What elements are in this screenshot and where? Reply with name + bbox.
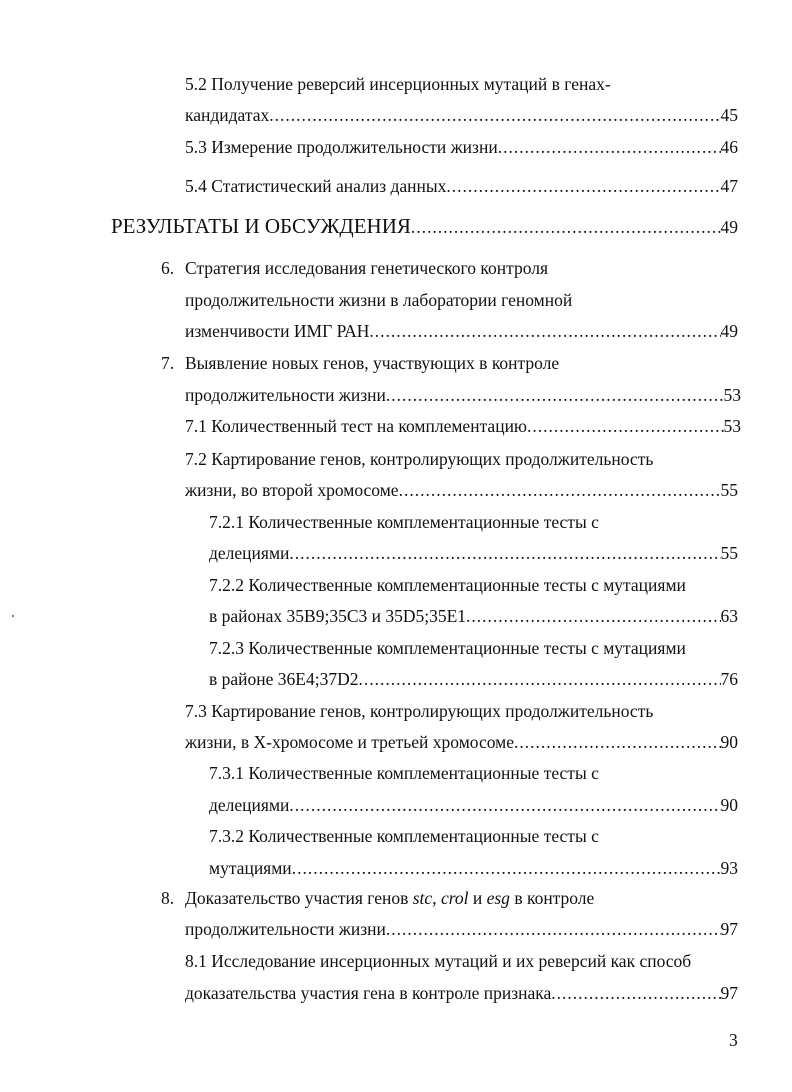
toc-entry-7-2-2-line1: 7.2.2 Количественные комплементационные тесты с мутациями [209, 575, 686, 595]
toc-section-number-7: 7. [161, 353, 175, 373]
toc-page-number: 90 [720, 795, 738, 815]
toc-entry-6-line2: продолжительности жизни в лаборатории геномной [185, 290, 573, 310]
leader-dots [446, 175, 720, 197]
toc-page-number: 76 [720, 669, 738, 689]
leader-dots [358, 668, 720, 690]
toc-page-number: 49 [720, 217, 738, 237]
toc-title: продолжительности жизни [185, 385, 386, 405]
scan-speck [12, 615, 14, 617]
toc-section-number-8: 8. [161, 888, 175, 908]
toc-page-number: 45 [720, 105, 738, 125]
text-run: и [468, 888, 487, 908]
toc-entry-7-line1: Выявление новых генов, участвующих в контроле [185, 353, 560, 373]
toc-entry-7-2-line1: 7.2 Картирование генов, контролирующих продолжительность [185, 449, 654, 469]
leader-dots [369, 320, 720, 342]
toc-page-number: 53 [723, 385, 741, 405]
toc-title: делециями [209, 795, 290, 815]
leader-dots [466, 605, 720, 627]
toc-entry-7-2-1-line1: 7.2.1 Количественные комплементационные тесты с [209, 512, 599, 532]
gene-name-crol: crol [440, 888, 469, 908]
toc-entry-5-4[interactable] [185, 175, 738, 197]
toc-entry-7-3-line1: 7.3 Картирование генов, контролирующих продолжительность [185, 701, 654, 721]
toc-entry-7-2-3[interactable] [209, 668, 738, 690]
toc-page-number: 55 [720, 480, 738, 500]
toc-entry-6-line1: Стратегия исследования генетического контроля [185, 258, 549, 278]
toc-entry-7[interactable] [185, 384, 741, 406]
toc-section-number-6: 6. [161, 258, 175, 278]
toc-entry-7-2-1[interactable] [209, 542, 738, 564]
toc-entry-6[interactable] [185, 320, 738, 342]
leader-dots [289, 794, 720, 816]
toc-entry-8-1[interactable] [185, 982, 738, 1004]
toc-page-number: 97 [720, 983, 738, 1003]
toc-entry-8[interactable] [185, 918, 738, 940]
toc-page-number: 53 [723, 416, 741, 436]
toc-section-heading: РЕЗУЛЬТАТЫ И ОБСУЖДЕНИЯ [111, 214, 411, 238]
toc-title: делециями [209, 543, 290, 563]
toc-title: в районах 35B9;35C3 и 35D5;35E1 [209, 606, 467, 626]
toc-title: 5.4 Статистический анализ данных [185, 176, 447, 196]
toc-entry-7-2-3-line1: 7.2.3 Количественные комплементационные тесты с мутациями [209, 638, 686, 658]
toc-entry-results[interactable] [111, 213, 738, 239]
toc-title: 5.3 Измерение продолжительности жизни [185, 137, 498, 157]
leader-dots [399, 479, 721, 501]
text-run: в контроле [509, 888, 595, 908]
toc-page-number: 47 [720, 176, 738, 196]
leader-dots [527, 415, 723, 437]
leader-dots [514, 731, 721, 753]
leader-dots [269, 104, 720, 126]
toc-entry-7-2[interactable] [185, 479, 738, 501]
text-run: Доказательство участия генов [185, 888, 413, 908]
toc-title: продолжительности жизни [185, 919, 386, 939]
leader-dots [551, 982, 720, 1004]
leader-dots [411, 214, 721, 239]
leader-dots [386, 918, 721, 940]
toc-page-number: 93 [720, 858, 738, 878]
leader-dots [292, 857, 721, 879]
page-number: 3 [729, 1030, 738, 1050]
toc-title: изменчивости ИМГ РАН [185, 321, 370, 341]
toc-title: мутациями [209, 858, 292, 878]
text-run: , [432, 888, 441, 908]
toc-entry-8-1-line1: 8.1 Исследование инсерционных мутаций и их реверсий как способ [185, 951, 692, 971]
gene-name-esg: esg [486, 888, 510, 908]
gene-name-stc: stc [412, 888, 433, 908]
toc-page-number: 97 [720, 919, 738, 939]
toc-entry-5-3[interactable] [185, 136, 738, 158]
toc-entry-7-3-1[interactable] [209, 794, 738, 816]
toc-entry-7-2-2[interactable] [209, 605, 738, 627]
toc-title: жизни, в Х-хромосоме и третьей хромосоме [185, 732, 514, 752]
toc-entry-7-3-1-line1: 7.3.1 Количественные комплементационные тесты с [209, 763, 599, 783]
toc-entry-5-2-line1: 5.2 Получение реверсий инсерционных мутаций в генах- [185, 74, 611, 94]
toc-page-number: 49 [720, 321, 738, 341]
toc-title: в районе 36E4;37D2 [209, 669, 359, 689]
toc-title: кандидатах [185, 105, 270, 125]
toc-page-number: 63 [720, 606, 738, 626]
toc-title: доказательства участия гена в контроле признака [185, 983, 552, 1003]
toc-page-number: 55 [720, 543, 738, 563]
toc-entry-7-3-2[interactable] [209, 857, 738, 879]
toc-entry-7-3-2-line1: 7.3.2 Количественные комплементационные тесты с [209, 826, 599, 846]
leader-dots [386, 384, 724, 406]
toc-page-number: 90 [720, 732, 738, 752]
toc-entry-7-1[interactable] [185, 415, 741, 437]
toc-title: жизни, во второй хромосоме [185, 480, 399, 500]
toc-page-number: 46 [720, 137, 738, 157]
toc-entry-7-3[interactable] [185, 731, 738, 753]
toc-entry-8-line1 [185, 887, 594, 909]
leader-dots [289, 542, 720, 564]
toc-title: 7.1 Количественный тест на комплементацию [185, 416, 528, 436]
toc-entry-5-2[interactable] [185, 104, 738, 126]
leader-dots [498, 136, 721, 158]
